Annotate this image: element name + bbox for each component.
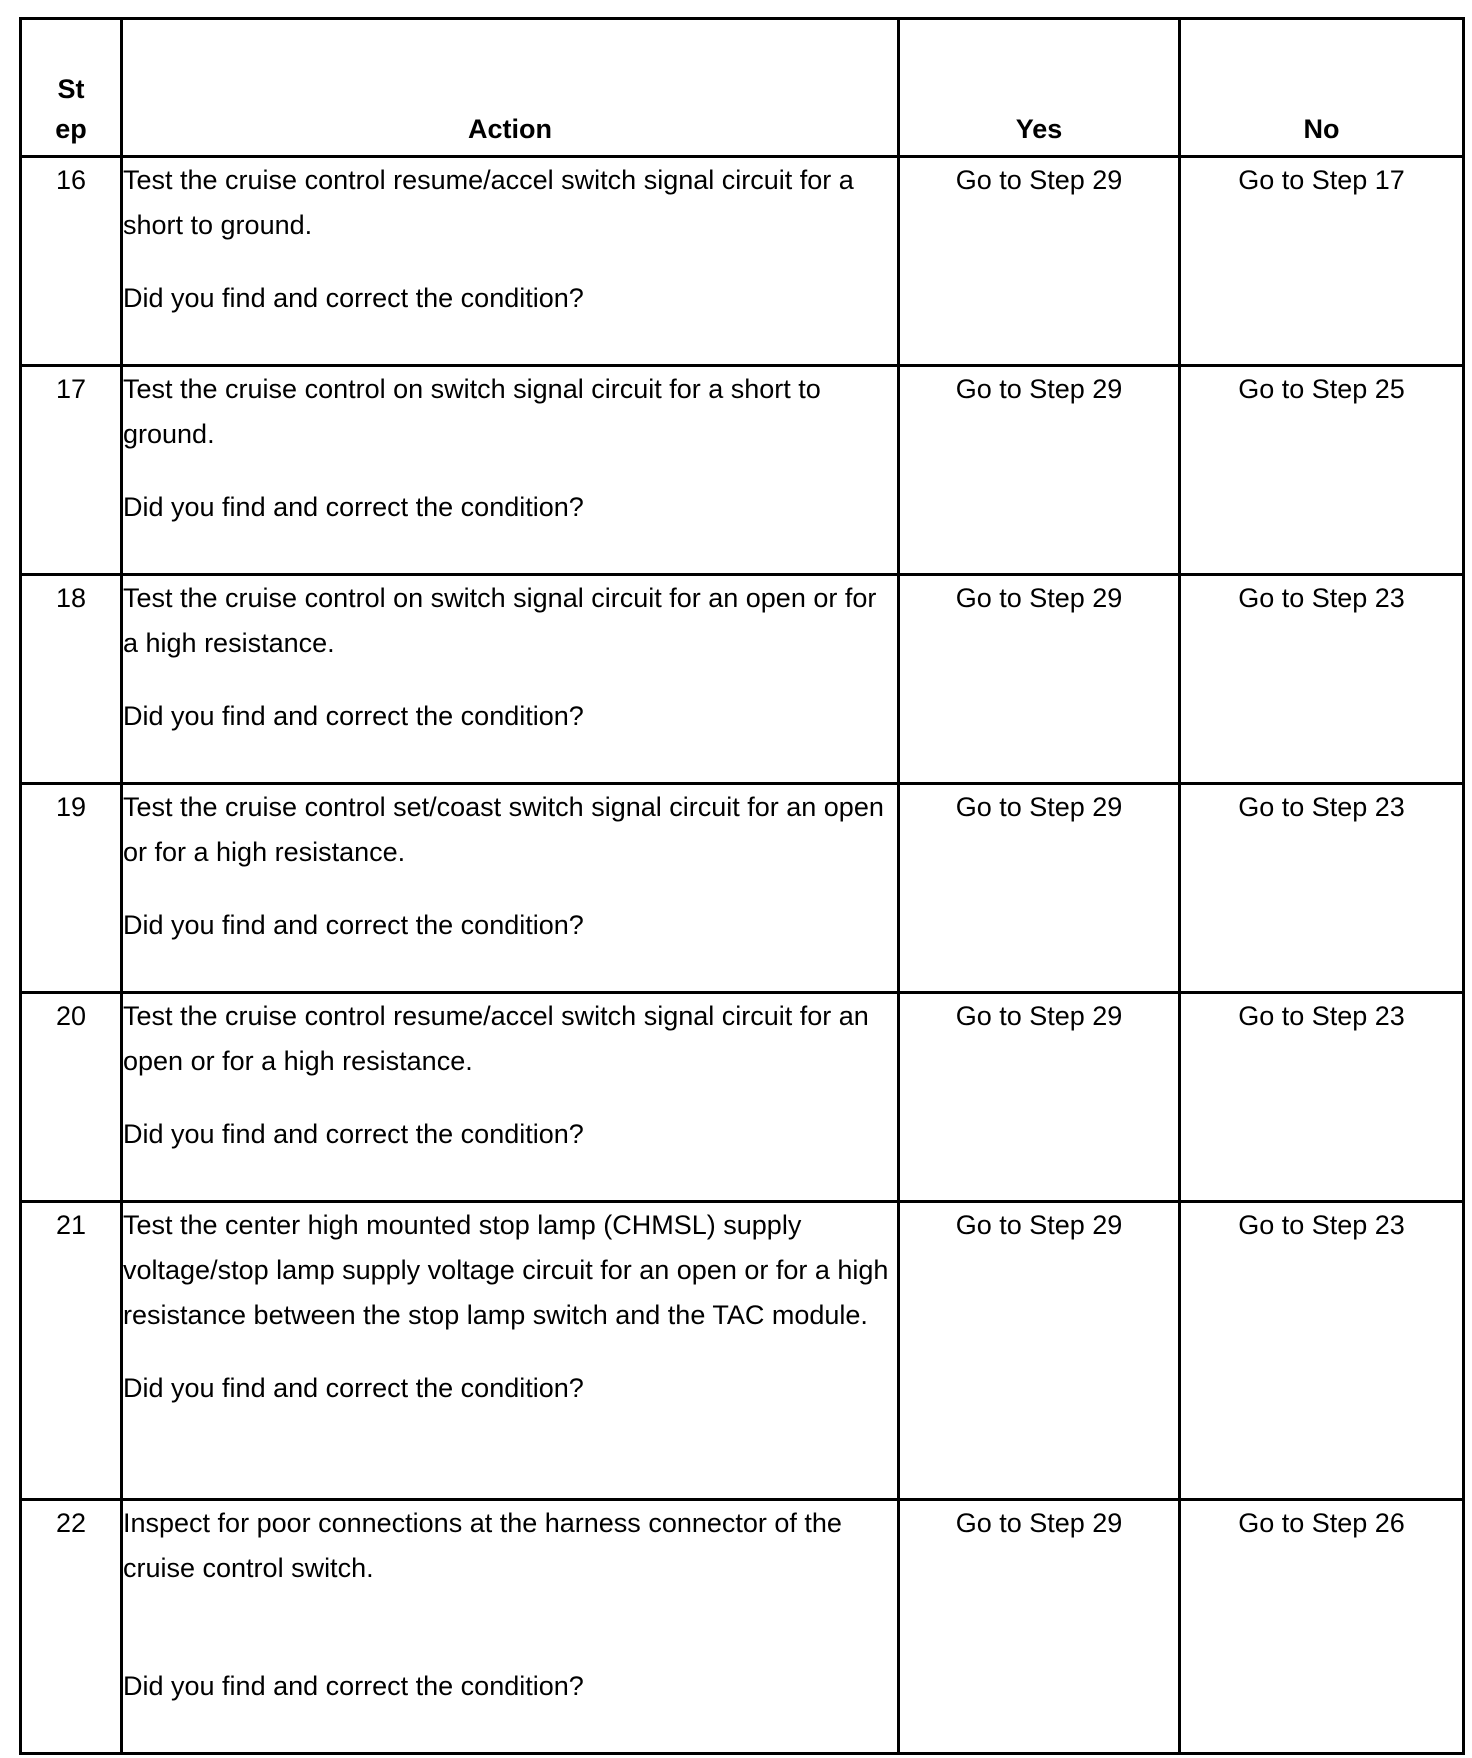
yes-cell: Go to Step 29 (899, 993, 1180, 1202)
action-text: Test the cruise control resume/accel switch signal circuit for an open or for a high resistance. (123, 1001, 869, 1076)
step-number: 19 (21, 784, 122, 993)
action-question: Did you find and correct the condition? (123, 283, 584, 313)
yes-cell: Go to Step 29 (899, 784, 1180, 993)
no-cell: Go to Step 17 (1180, 157, 1464, 366)
action-question: Did you find and correct the condition? (123, 492, 584, 522)
action-text: Test the cruise control resume/accel switch signal circuit for a short to ground. (123, 165, 854, 240)
yes-cell: Go to Step 29 (899, 1500, 1180, 1754)
action-cell (122, 1500, 899, 1754)
action-text: Test the center high mounted stop lamp (CHMSL) supply voltage/stop lamp supply voltage circuit for an open or for a high resistance between the stop lamp switch and the TAC module. (123, 1210, 889, 1330)
table-row (21, 1202, 1464, 1500)
action-text: Test the cruise control on switch signal circuit for a short to ground. (123, 374, 821, 449)
action-cell (122, 157, 899, 366)
yes-cell: Go to Step 29 (899, 366, 1180, 575)
table-row (21, 784, 1464, 993)
action-question: Did you find and correct the condition? (123, 1671, 584, 1701)
no-cell: Go to Step 26 (1180, 1500, 1464, 1754)
action-text: Inspect for poor connections at the harness connector of the cruise control switch. (123, 1508, 842, 1583)
step-number: 21 (21, 1202, 122, 1500)
action-question: Did you find and correct the condition? (123, 1373, 584, 1403)
table-row (21, 1500, 1464, 1754)
table-row (21, 157, 1464, 366)
yes-cell: Go to Step 29 (899, 157, 1180, 366)
action-text: Test the cruise control set/coast switch signal circuit for an open or for a high resistance. (123, 792, 884, 867)
yes-cell: Go to Step 29 (899, 1202, 1180, 1500)
no-cell: Go to Step 25 (1180, 366, 1464, 575)
no-cell: Go to Step 23 (1180, 993, 1464, 1202)
header-action: Action (122, 19, 899, 157)
action-cell (122, 575, 899, 784)
action-cell (122, 366, 899, 575)
table-row (21, 993, 1464, 1202)
header-step: St ep (21, 19, 122, 157)
no-cell: Go to Step 23 (1180, 784, 1464, 993)
action-cell (122, 1202, 899, 1500)
header-yes: Yes (899, 19, 1180, 157)
diagnostic-table (19, 17, 1465, 1755)
header-row (21, 19, 1464, 157)
no-cell: Go to Step 23 (1180, 575, 1464, 784)
step-number: 16 (21, 157, 122, 366)
header-no: No (1180, 19, 1464, 157)
action-question: Did you find and correct the condition? (123, 1119, 584, 1149)
step-number: 20 (21, 993, 122, 1202)
action-question: Did you find and correct the condition? (123, 701, 584, 731)
action-question: Did you find and correct the condition? (123, 910, 584, 940)
no-cell: Go to Step 23 (1180, 1202, 1464, 1500)
step-number: 22 (21, 1500, 122, 1754)
action-text: Test the cruise control on switch signal circuit for an open or for a high resistance. (123, 583, 877, 658)
table-row (21, 575, 1464, 784)
action-cell (122, 784, 899, 993)
action-cell (122, 993, 899, 1202)
table-row (21, 366, 1464, 575)
step-number: 17 (21, 366, 122, 575)
yes-cell: Go to Step 29 (899, 575, 1180, 784)
step-number: 18 (21, 575, 122, 784)
